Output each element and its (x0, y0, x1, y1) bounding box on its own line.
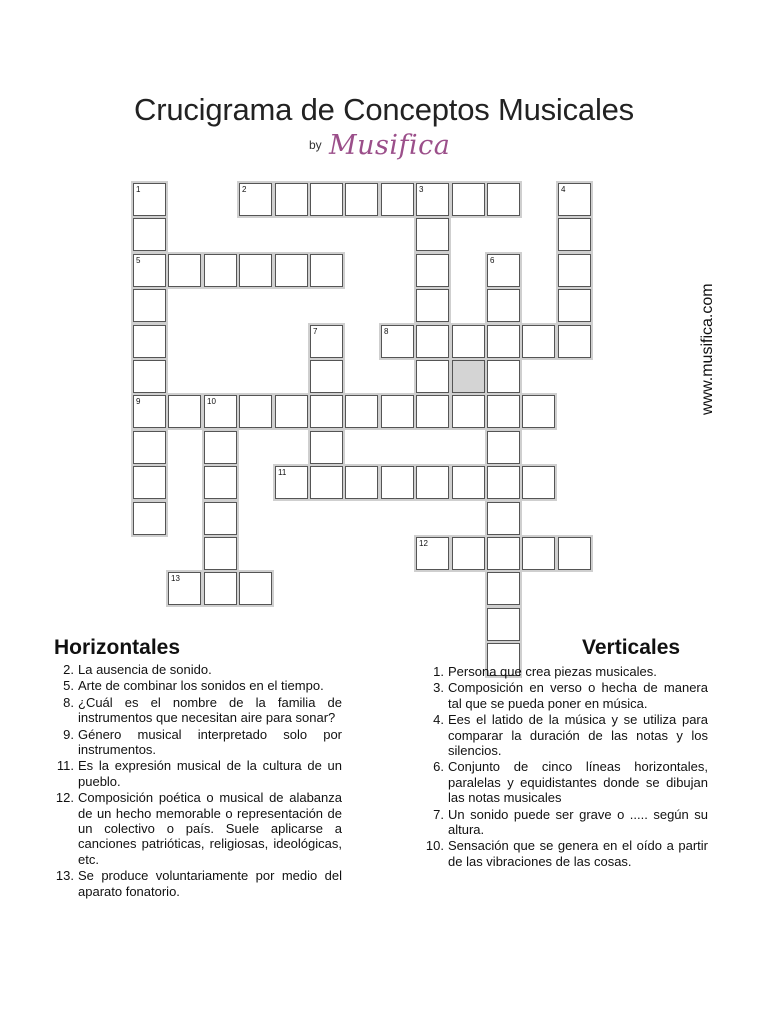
site-url: www.musifica.com (699, 283, 716, 415)
crossword-cell[interactable] (310, 360, 343, 393)
crossword-cell[interactable] (487, 466, 520, 499)
crossword-cell[interactable] (133, 395, 166, 428)
crossword-cell[interactable] (275, 254, 308, 287)
crossword-cell[interactable] (416, 325, 449, 358)
clue-text: ¿Cuál es el nombre de la familia de instrumentos que necesitan aire para sonar? (78, 694, 342, 726)
crossword-cell[interactable] (452, 537, 485, 570)
vertical-clue (422, 664, 708, 679)
crossword-cell[interactable] (416, 395, 449, 428)
crossword-cell[interactable] (416, 254, 449, 287)
cell-number: 4 (561, 185, 566, 194)
clue-text: Un sonido puede ser grave o ..... según su altura. (448, 806, 708, 838)
crossword-cell[interactable] (487, 608, 520, 641)
crossword-cell[interactable] (487, 360, 520, 393)
crossword-cell[interactable] (310, 466, 343, 499)
crossword-cell[interactable] (168, 254, 201, 287)
crossword-cell[interactable] (310, 395, 343, 428)
clue-number: 5. (63, 678, 74, 694)
crossword-cell[interactable] (204, 254, 237, 287)
clue-text: Composición poética o musical de alabanza de un hecho memorable o representación de un colectivo o país. Suele aplicarse a canciones patrióticas, religiosas, ideológicas, etc. (78, 790, 342, 867)
crossword-cell[interactable] (133, 289, 166, 322)
clue-number: 10. (425, 838, 444, 854)
clue-number: 12. (55, 790, 74, 806)
vertical-clue (422, 759, 708, 805)
crossword-cell[interactable] (239, 254, 272, 287)
crossword-cell[interactable] (522, 537, 555, 570)
vertical-clue (422, 807, 708, 838)
page-title: Crucigrama de Conceptos Musicales (134, 92, 634, 127)
vertical-clue (422, 680, 708, 711)
crossword-cell[interactable] (487, 289, 520, 322)
vertical-clue (422, 838, 708, 869)
crossword-cell[interactable] (487, 431, 520, 464)
cell-number: 1 (136, 185, 141, 194)
crossword-cell[interactable] (239, 572, 272, 605)
crossword-cell[interactable] (558, 289, 591, 322)
crossword-cell[interactable] (275, 466, 308, 499)
crossword-cell[interactable] (381, 325, 414, 358)
cell-number: 8 (384, 327, 389, 336)
horizontal-clue (52, 758, 342, 789)
horizontal-clue (52, 727, 342, 758)
cell-number: 9 (136, 397, 141, 406)
clue-text: Ees el latido de la música y se utiliza para comparar la duración de las notas y los silencios. (448, 712, 708, 759)
cell-number: 12 (419, 539, 428, 548)
crossword-cell[interactable] (522, 466, 555, 499)
crossword-cell[interactable] (204, 572, 237, 605)
cell-number: 7 (313, 327, 318, 336)
crossword-cell[interactable] (487, 183, 520, 216)
clue-text: Género musical interpretado solo por instrumentos. (78, 726, 342, 758)
crossword-cell[interactable] (345, 183, 378, 216)
clue-number: 13. (55, 868, 74, 884)
clue-text: Composición en verso o hecha de manera tal que se pueda poner en música. (448, 680, 708, 711)
crossword-cell[interactable] (204, 431, 237, 464)
horizontal-clue (52, 662, 342, 677)
crossword-cell[interactable] (168, 572, 201, 605)
crossword-cell[interactable] (522, 325, 555, 358)
crossword-cell[interactable] (204, 395, 237, 428)
crossword-cell[interactable] (487, 537, 520, 570)
crossword-cell[interactable] (310, 431, 343, 464)
horizontal-heading: Horizontales (54, 636, 181, 659)
crossword-cell[interactable] (204, 466, 237, 499)
crossword-cell[interactable] (133, 466, 166, 499)
clue-number: 9. (63, 726, 74, 742)
crossword-cell[interactable] (416, 289, 449, 322)
crossword-cell[interactable] (558, 325, 591, 358)
clue-number: 6. (433, 759, 444, 775)
crossword-cell[interactable] (487, 502, 520, 535)
crossword-cell[interactable] (452, 360, 485, 393)
vertical-clues (422, 664, 708, 870)
horizontal-clues (52, 662, 342, 900)
crossword-cell[interactable] (381, 395, 414, 428)
cell-number: 6 (490, 256, 495, 265)
clue-number: 11. (56, 758, 74, 774)
clue-number: 3. (433, 680, 444, 696)
crossword-cell[interactable] (416, 360, 449, 393)
cell-number: 10 (207, 397, 216, 406)
crossword-cell[interactable] (452, 325, 485, 358)
clue-number: 7. (433, 806, 444, 822)
crossword-cell[interactable] (558, 537, 591, 570)
clue-text: Sensación que se genera en el oído a partir de las vibraciones de las cosas. (448, 838, 708, 869)
crossword-cell[interactable] (416, 537, 449, 570)
crossword-cell[interactable] (416, 218, 449, 251)
crossword-cell[interactable] (558, 254, 591, 287)
crossword-cell[interactable] (168, 395, 201, 428)
crossword-cell[interactable] (416, 183, 449, 216)
crossword-cell[interactable] (487, 254, 520, 287)
crossword-cell[interactable] (345, 395, 378, 428)
cell-number: 11 (278, 468, 287, 477)
crossword-cell[interactable] (558, 183, 591, 216)
horizontal-clue (52, 868, 342, 899)
crossword-cell[interactable] (133, 502, 166, 535)
crossword-cell[interactable] (452, 466, 485, 499)
crossword-cell[interactable] (239, 395, 272, 428)
crossword-cell[interactable] (416, 466, 449, 499)
crossword-cell[interactable] (275, 395, 308, 428)
crossword-cell[interactable] (204, 537, 237, 570)
crossword-cell[interactable] (133, 360, 166, 393)
crossword-cell[interactable] (487, 572, 520, 605)
crossword-cell[interactable] (239, 183, 272, 216)
crossword-cell[interactable] (133, 218, 166, 251)
clue-text: Persona que crea piezas musicales. (448, 664, 657, 679)
crossword-cell[interactable] (487, 325, 520, 358)
brand-logo: Musifica (329, 130, 451, 161)
cell-number: 13 (171, 574, 180, 583)
clue-number: 8. (63, 694, 74, 710)
crossword-cell[interactable] (133, 325, 166, 358)
cell-number: 3 (419, 185, 424, 194)
cell-number: 5 (136, 256, 141, 265)
clue-text: Arte de combinar los sonidos en el tiempo. (78, 678, 324, 694)
byline-by: by (309, 138, 322, 152)
clue-number: 2. (63, 662, 74, 677)
crossword-cell[interactable] (487, 395, 520, 428)
crossword-cell[interactable] (381, 466, 414, 499)
crossword-cell[interactable] (558, 218, 591, 251)
crossword-cell[interactable] (204, 502, 237, 535)
crossword-cell[interactable] (381, 183, 414, 216)
crossword-cell[interactable] (310, 254, 343, 287)
cell-number: 2 (242, 185, 247, 194)
crossword-cell[interactable] (452, 395, 485, 428)
clue-text: Conjunto de cinco líneas horizontales, paralelas y equidistantes donde se dibujan las notas musicales (448, 759, 708, 806)
clue-text: La ausencia de sonido. (78, 662, 212, 677)
horizontal-clue (52, 695, 342, 726)
clue-number: 1. (433, 664, 444, 679)
crossword-cell[interactable] (345, 466, 378, 499)
clue-text: Se produce voluntariamente por medio del aparato fonatorio. (78, 868, 342, 899)
crossword-cell[interactable] (133, 183, 166, 216)
crossword-cell[interactable] (310, 183, 343, 216)
horizontal-clue (52, 790, 342, 867)
horizontal-clue (52, 678, 342, 693)
crossword-cell[interactable] (133, 431, 166, 464)
vertical-clue (422, 712, 708, 758)
clue-text: Es la expresión musical de la cultura de un pueblo. (78, 758, 342, 789)
crossword-cell[interactable] (522, 395, 555, 428)
crossword-cell[interactable] (275, 183, 308, 216)
clue-number: 4. (433, 712, 444, 728)
crossword-cell[interactable] (452, 183, 485, 216)
crossword-cell[interactable] (310, 325, 343, 358)
vertical-heading: Verticales (582, 636, 681, 659)
crossword-cell[interactable] (133, 254, 166, 287)
